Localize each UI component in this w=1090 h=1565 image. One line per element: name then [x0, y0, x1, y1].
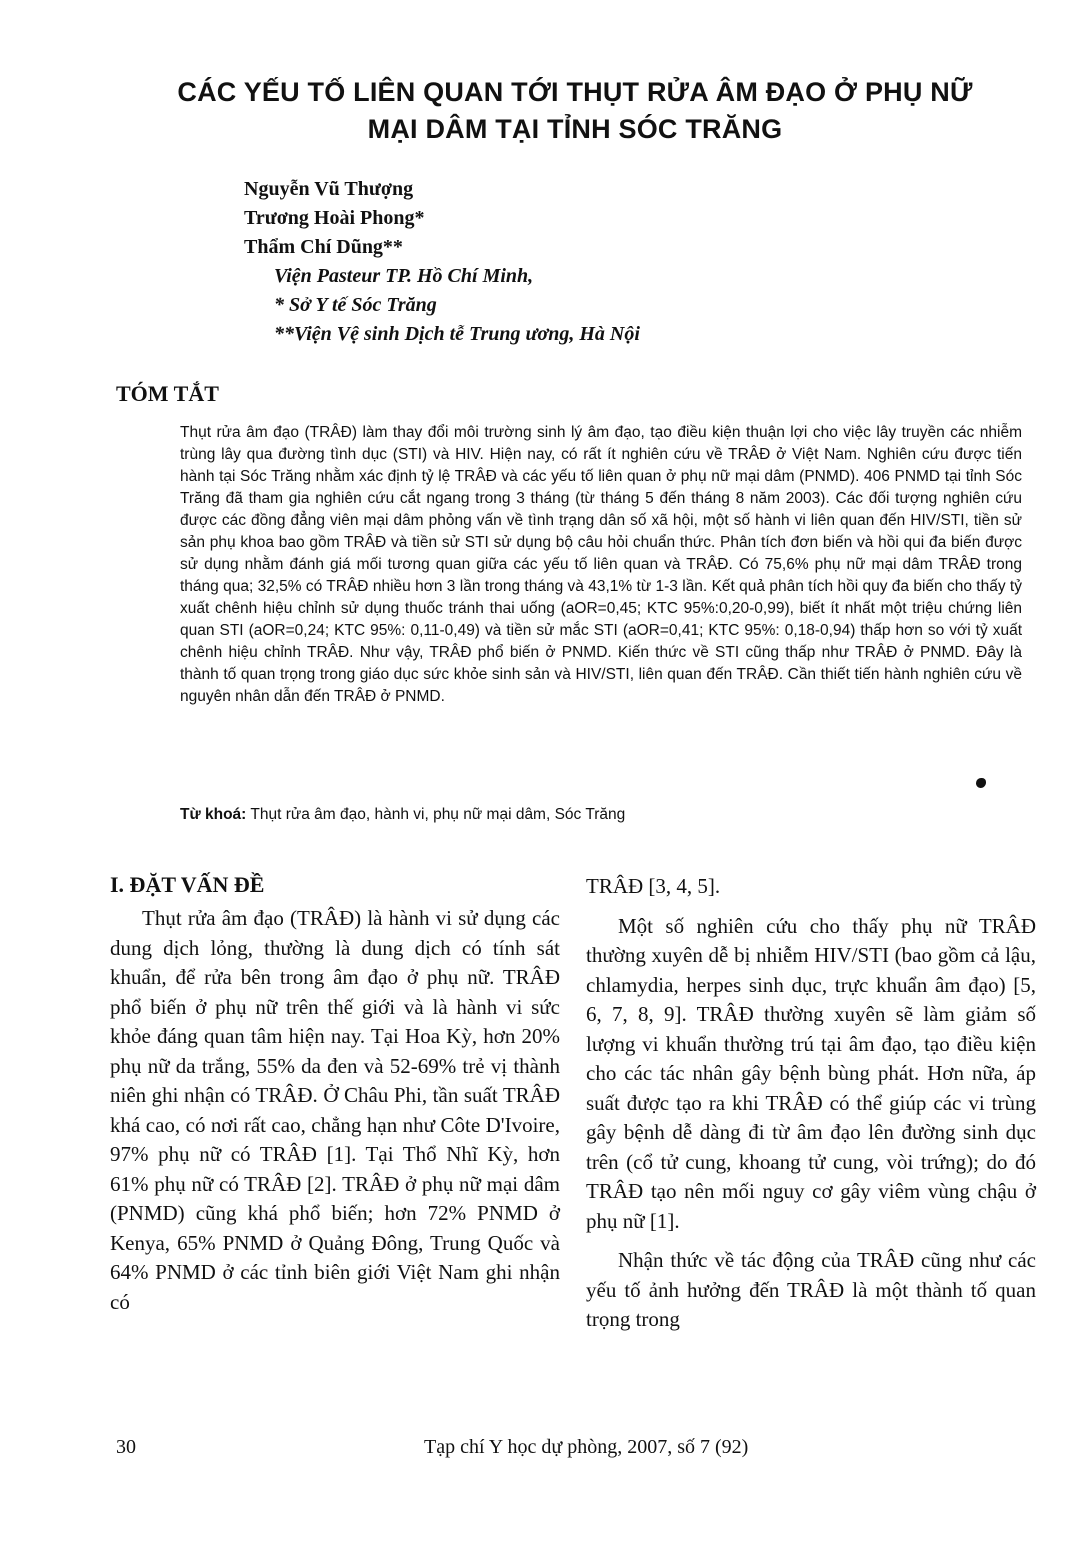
paragraph-continuation: TRÂĐ [3, 4, 5].	[586, 874, 721, 898]
author-name: Trương Hoài Phong*	[244, 207, 425, 229]
keywords-line	[180, 806, 1022, 824]
affiliation: Viện Pasteur TP. Hồ Chí Minh,	[274, 265, 534, 287]
section-heading: I. ĐẶT VẤN ĐỀ	[110, 872, 265, 897]
author-name: Nguyễn Vũ Thượng	[244, 178, 414, 200]
title-line-2: MẠI DÂM TẠI TỈNH SÓC TRĂNG	[367, 114, 783, 144]
paragraph: Nhận thức về tác động của TRÂĐ cũng như các yếu tố ảnh hưởng đến TRÂĐ là một thành tố quan trọng trong	[586, 1248, 1036, 1331]
abstract-heading: TÓM TẮT	[116, 381, 219, 406]
keywords-text: Thụt rửa âm đạo, hành vi, phụ nữ mại dâm, Sóc Trăng	[250, 806, 626, 823]
left-column	[110, 904, 560, 1327]
keywords-label: Từ khoá:	[180, 806, 247, 823]
right-column	[586, 872, 1036, 1345]
page-number: 30	[116, 1436, 136, 1458]
abstract-body	[180, 422, 1022, 708]
ink-dot-mark	[976, 778, 986, 788]
paper-title	[100, 74, 1050, 148]
affiliation: **Viện Vệ sinh Dịch tễ Trung ương, Hà Nội	[274, 323, 640, 345]
author-name: Thẩm Chí Dũng**	[244, 236, 403, 258]
affiliation: * Sở Y tế Sóc Trăng	[274, 294, 437, 316]
journal-citation: Tạp chí Y học dự phòng, 2007, số 7 (92)	[424, 1436, 749, 1458]
paragraph: Một số nghiên cứu cho thấy phụ nữ TRÂĐ thường xuyên dễ bị nhiễm HIV/STI (bao gồm cả lậu, chlamydia, herpes sinh dục, trực khuẩn âm đạo) [5, 6, 7, 8, 9]. TRÂĐ thường xuyên sẽ làm giảm số lượng vi khuẩn thường trú tại âm đạo, tạo điều kiện cho các tác nhân gây bệnh bùng phát. Hơn nữa, áp suất được tạo ra khi TRÂĐ có thể giúp các vi trùng gây bệnh dễ dàng đi từ âm đạo lên đường sinh dục trên (cổ tử cung, khoang tử cung, vòi trứng); do đó TRÂĐ tạo nên mối nguy cơ gây viêm vùng chậu ở phụ nữ [1].	[586, 913, 1036, 1233]
author-block	[244, 175, 640, 349]
title-line-1: CÁC YẾU TỐ LIÊN QUAN TỚI THỤT RỬA ÂM ĐẠO Ở PHỤ NỮ	[177, 77, 973, 107]
paragraph: Thụt rửa âm đạo (TRÂĐ) là hành vi sử dụng các dung dịch lỏng, thường là dung dịch có tính sát khuẩn, để rửa bên trong âm đạo ở phụ nữ. TRÂĐ phổ biến ở phụ nữ trên thế giới và là hành vi sức khỏe đáng quan tâm hiện nay. Tại Hoa Kỳ, hơn 20% phụ nữ da trắng, 55% da đen và 52-69% trẻ vị thành niên ghi nhận có TRÂĐ. Ở Châu Phi, tần suất TRÂĐ khá cao, có nơi rất cao, chẳng hạn như Côte D'Ivoire, 97% phụ nữ có TRÂĐ [1]. Tại Thổ Nhĩ Kỳ, hơn 61% phụ nữ có TRÂĐ [2]. TRÂĐ ở phụ nữ mại dâm (PNMD) cũng khá phổ biến; hơn 72% PNMD ở Kenya, 65% PNMD ở Quảng Đông, Trung Quốc và 64% PNMD ở các tỉnh biên giới Việt Nam ghi nhận có	[110, 906, 560, 1314]
abstract-text: Thụt rửa âm đạo (TRÂĐ) làm thay đổi môi trường sinh lý âm đạo, tạo điều kiện thuận lợi cho việc lây truyền các nhiễm trùng lây qua đường tình dục (STI) và HIV. Hiện nay, có rất ít nghiên cứu về TRÂĐ ở Việt Nam. Nghiên cứu được tiến hành tại Sóc Trăng nhằm xác định tỷ lệ TRÂĐ và các yếu tố liên quan ở phụ nữ mại dâm (PNMD). 406 PNMD tại tỉnh Sóc Trăng đã tham gia nghiên cứu cắt ngang trong 3 tháng (từ tháng 5 đến tháng 8 năm 2003). Các đối tượng nghiên cứu được các đồng đẳng viên mại dâm phỏng vấn về tình trạng dân số xã hội, một số hành vi liên quan đến HIV/STI, tiền sử sản phụ khoa bao gồm TRÂĐ và tiền sử STI sử dụng bộ câu hỏi chuẩn thức. Phân tích đơn biến và hồi qui đa biến được sử dụng nhằm đánh giá mối tương quan giữa các yếu tố liên quan và TRÂĐ. Có 75,6% phụ nữ mại dâm TRÂĐ trong tháng qua; 32,5% có TRÂĐ nhiều hơn 3 lần trong tháng và 43,1% từ 1-3 lần. Kết quả phân tích hồi quy đa biến cho thấy tỷ xuất chênh hiệu chỉnh sử dụng thuốc tránh thai uống (aOR=0,45; KTC 95%:0,20-0,99), biết ít nhất một triệu chứng liên quan STI (aOR=0,24; KTC 95%: 0,11-0,49) và tiền sử mắc STI (aOR=0,41; KTC 95%: 0,18-0,94) thấp hơn so với tỷ xuất chênh hiệu chỉnh TRÂĐ. Như vậy, TRÂĐ phổ biến ở PNMD. Kiến thức về STI cũng thấp như TRÂĐ ở PNMD. Đây là thành tố quan trọng trong giáo dục sức khỏe sinh sản và HIV/STI, liên quan đến TRÂĐ. Cần thiết tiến hành nghiên cứu về nguyên nhân dẫn đến TRÂĐ ở PNMD.	[180, 424, 1022, 705]
